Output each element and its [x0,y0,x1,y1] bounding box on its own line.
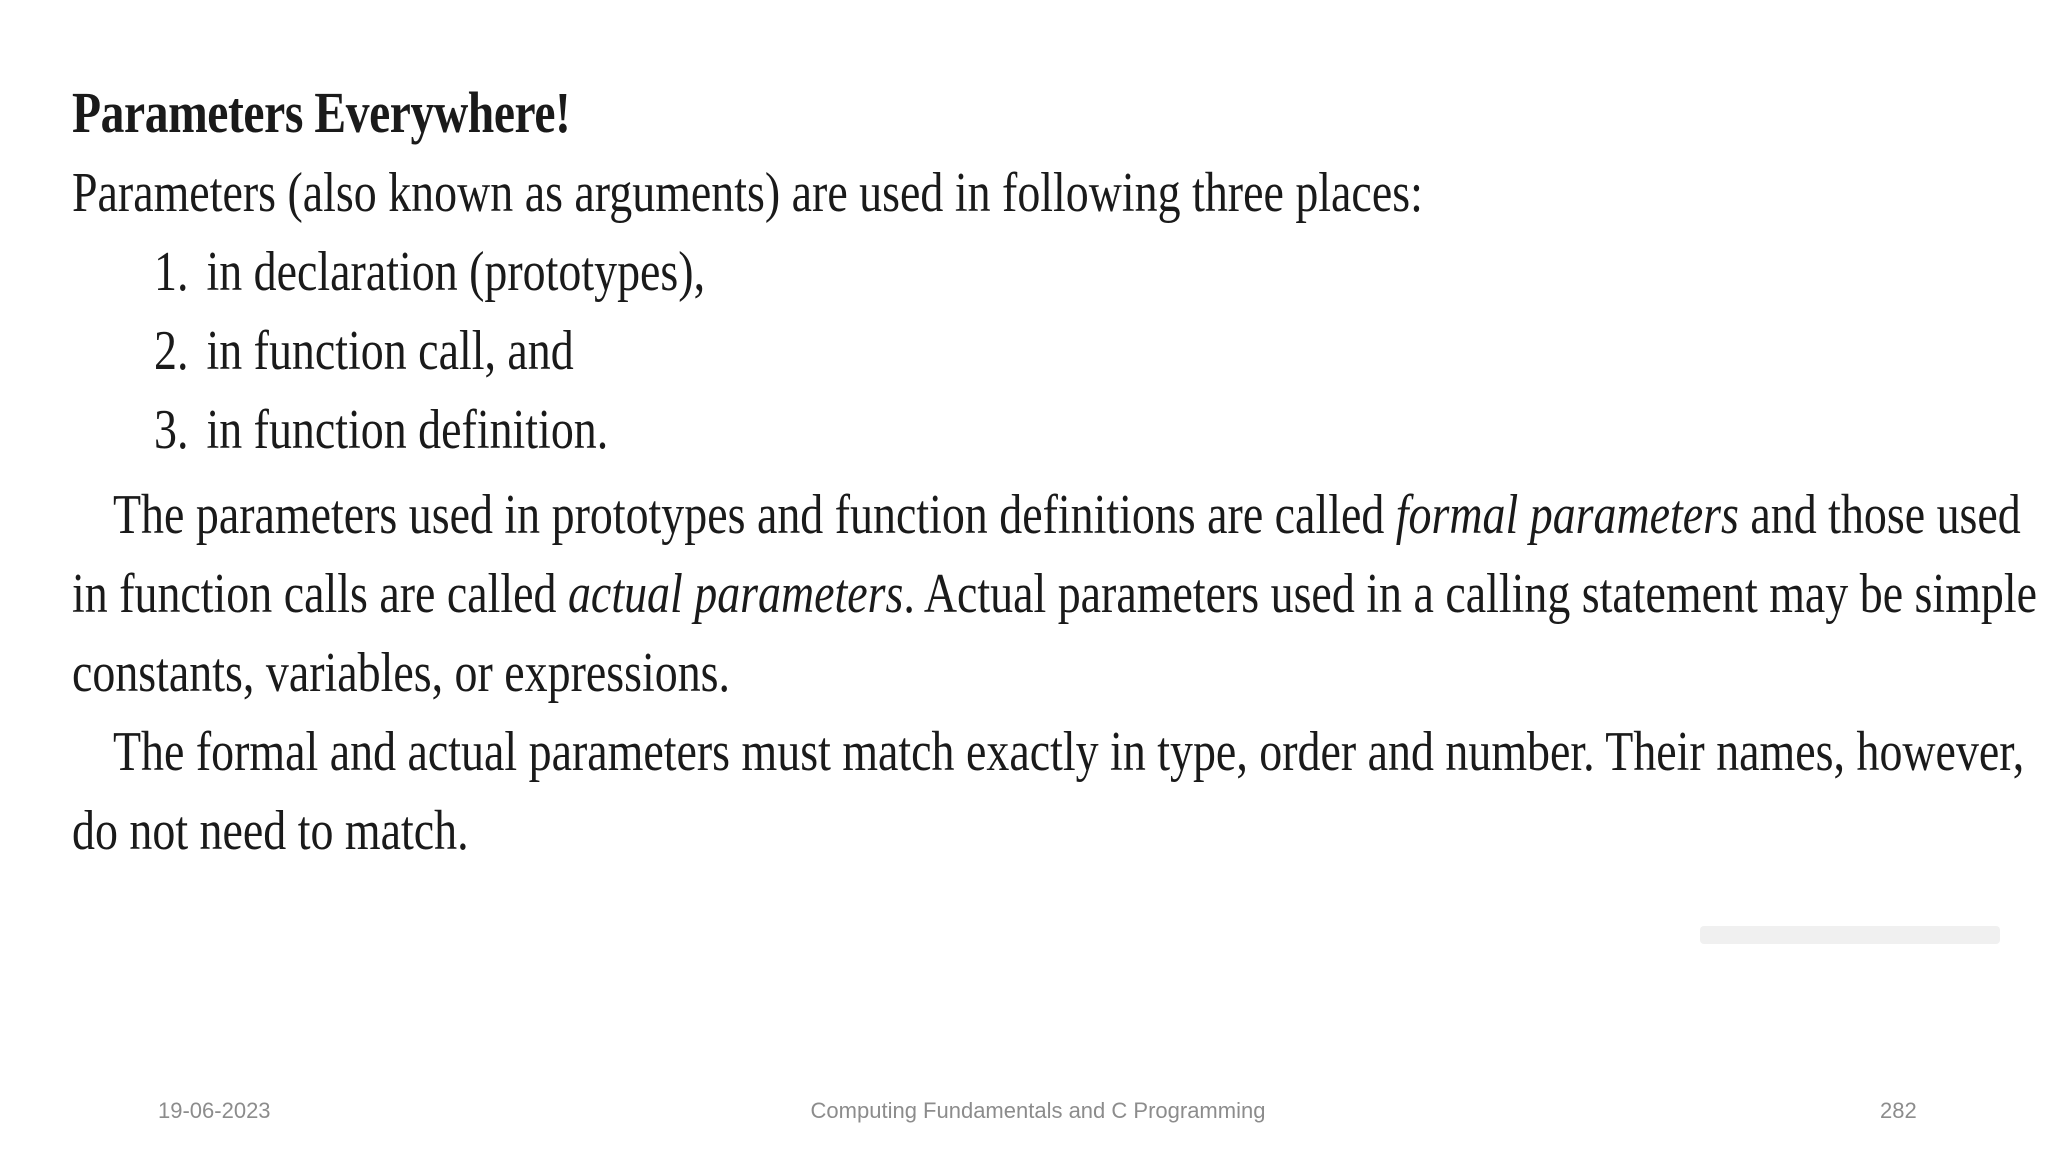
text-span: The parameters used in prototypes and function definitions are called [113,484,1396,546]
list-number: 2. [154,320,189,382]
intro-text: Parameters (also known as arguments) are used in following three places: [72,162,1423,224]
paragraph-line: constants, variables, or expressions. [72,642,731,704]
paragraph-line: The formal and actual parameters must match exactly in type, order and number. Their names, however, [113,721,2025,783]
term-actual-parameters: actual parameters [567,563,904,625]
footer-date: 19-06-2023 [158,1098,271,1123]
image-artifact-bar [1700,926,2000,944]
text-span: . Actual parameters used in a calling statement may be simple [903,563,2038,625]
footer-page-number: 282 [1880,1098,1917,1123]
paragraph-formal-actual [72,476,2038,871]
text-span: in function calls are called [72,563,568,625]
footer-title: Computing Fundamentals and C Programming [810,1098,1266,1123]
text-span: and those used [1738,484,2021,546]
slide-content [72,72,2038,871]
list-item [72,312,1630,391]
paragraph-line: do not need to match. [72,800,469,862]
list-text: in declaration (prototypes), [206,241,706,303]
places-list [72,233,1972,470]
list-item [72,233,1630,312]
list-number: 3. [154,399,189,461]
list-text: in function call, and [206,320,574,382]
list-number: 1. [154,241,189,303]
list-text: in function definition. [206,399,609,461]
paragraph-line [72,476,2021,555]
list-item [72,391,1630,470]
term-formal-parameters: formal parameters [1395,484,1739,546]
slide-heading: Parameters Everywhere! [72,80,571,145]
paragraph-line [72,555,2038,634]
